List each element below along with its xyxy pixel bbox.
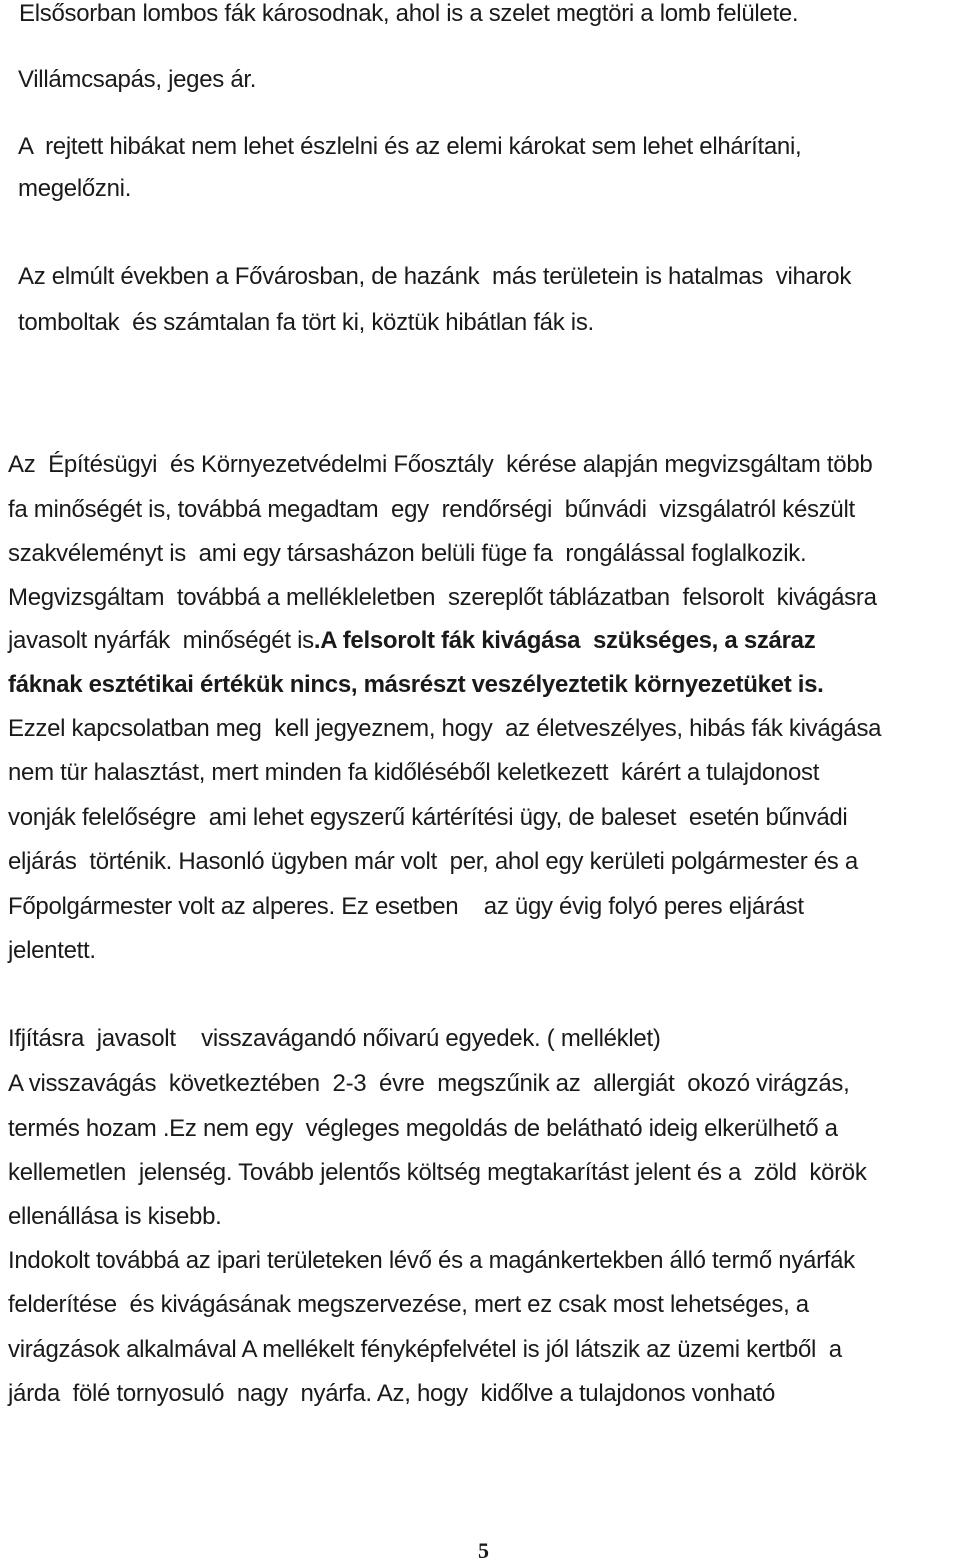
paragraph-line: Megvizsgáltam továbbá a mellékleletben szereplőt táblázatban felsorolt kivágásra [8,584,877,611]
paragraph-line: Főpolgármester volt az alperes. Ez esetben az ügy évig folyó peres eljárást [8,893,804,920]
paragraph-line: tomboltak és számtalan fa tört ki, köztük hibátlan fák is. [18,309,594,336]
paragraph-line: jelentett. [8,937,96,964]
paragraph-line: Az Építésügyi és Környezetvédelmi Főosztály kérése alapján megvizsgáltam több [8,451,873,478]
paragraph-line: kellemetlen jelenség. Tovább jelentős költség megtakarítást jelent és a zöld körök [8,1159,867,1186]
paragraph-line: járda fölé tornyosuló nagy nyárfa. Az, hogy kidőlve a tulajdonos vonható [8,1380,776,1407]
paragraph-text: javasolt nyárfák minőségét is [8,627,314,654]
paragraph-line: A rejtett hibákat nem lehet észlelni és az elemi károkat sem lehet elhárítani, [18,133,802,160]
paragraph-line: nem tür halasztást, mert minden fa kidőléséből keletkezett kárért a tulajdonost [8,759,820,786]
paragraph-line: fa minőségét is, továbbá megadtam egy rendőrségi bűnvádi vizsgálatról készült [8,496,855,523]
paragraph-line: Ifjításra javasolt visszavágandó nőivarú egyedek. ( melléklet) [8,1025,661,1052]
paragraph-line: Ezzel kapcsolatban meg kell jegyeznem, hogy az életveszélyes, hibás fák kivágása [8,715,882,742]
paragraph-line: Villámcsapás, jeges ár. [18,66,257,93]
paragraph-line: vonják felelőségre ami lehet egyszerű kártérítési ügy, de baleset esetén bűnvádi [8,804,848,831]
paragraph-line: Indokolt továbbá az ipari területeken lévő és a magánkertekben álló termő nyárfák [8,1247,855,1274]
paragraph-line: eljárás történik. Hasonló ügyben már volt per, ahol egy kerületi polgármester és a [8,848,858,875]
paragraph-line: Elsősorban lombos fák károsodnak, ahol is a szelet megtöri a lomb felülete. [19,0,799,27]
paragraph-line: Az elmúlt években a Fővárosban, de hazánk más területein is hatalmas viharok [18,263,852,290]
paragraph-line: ellenállása is kisebb. [8,1203,222,1230]
paragraph-line: megelőzni. [18,175,132,202]
paragraph-line: A visszavágás következtében 2-3 évre megszűnik az allergiát okozó virágzás, [8,1070,850,1097]
paragraph-line: felderítése és kivágásának megszervezése, mert ez csak most lehetséges, a [8,1291,809,1318]
paragraph-line: szakvéleményt is ami egy társasházon belüli füge fa rongálással foglalkozik. [8,540,807,567]
bold-text: .A felsorolt fák kivágása szükséges, a száraz [313,627,816,654]
paragraph-line: termés hozam .Ez nem egy végleges megoldás de belátható ideig elkerülhető a [8,1115,838,1142]
page-number: 5 [478,1538,489,1563]
bold-paragraph-line: fáknak esztétikai értékük nincs, másrészt veszélyeztetik környezetüket is. [8,671,824,698]
paragraph-line: virágzások alkalmával A mellékelt fényképfelvétel is jól látszik az üzemi kertből a [8,1336,842,1363]
paragraph-line-mixed [8,627,815,655]
